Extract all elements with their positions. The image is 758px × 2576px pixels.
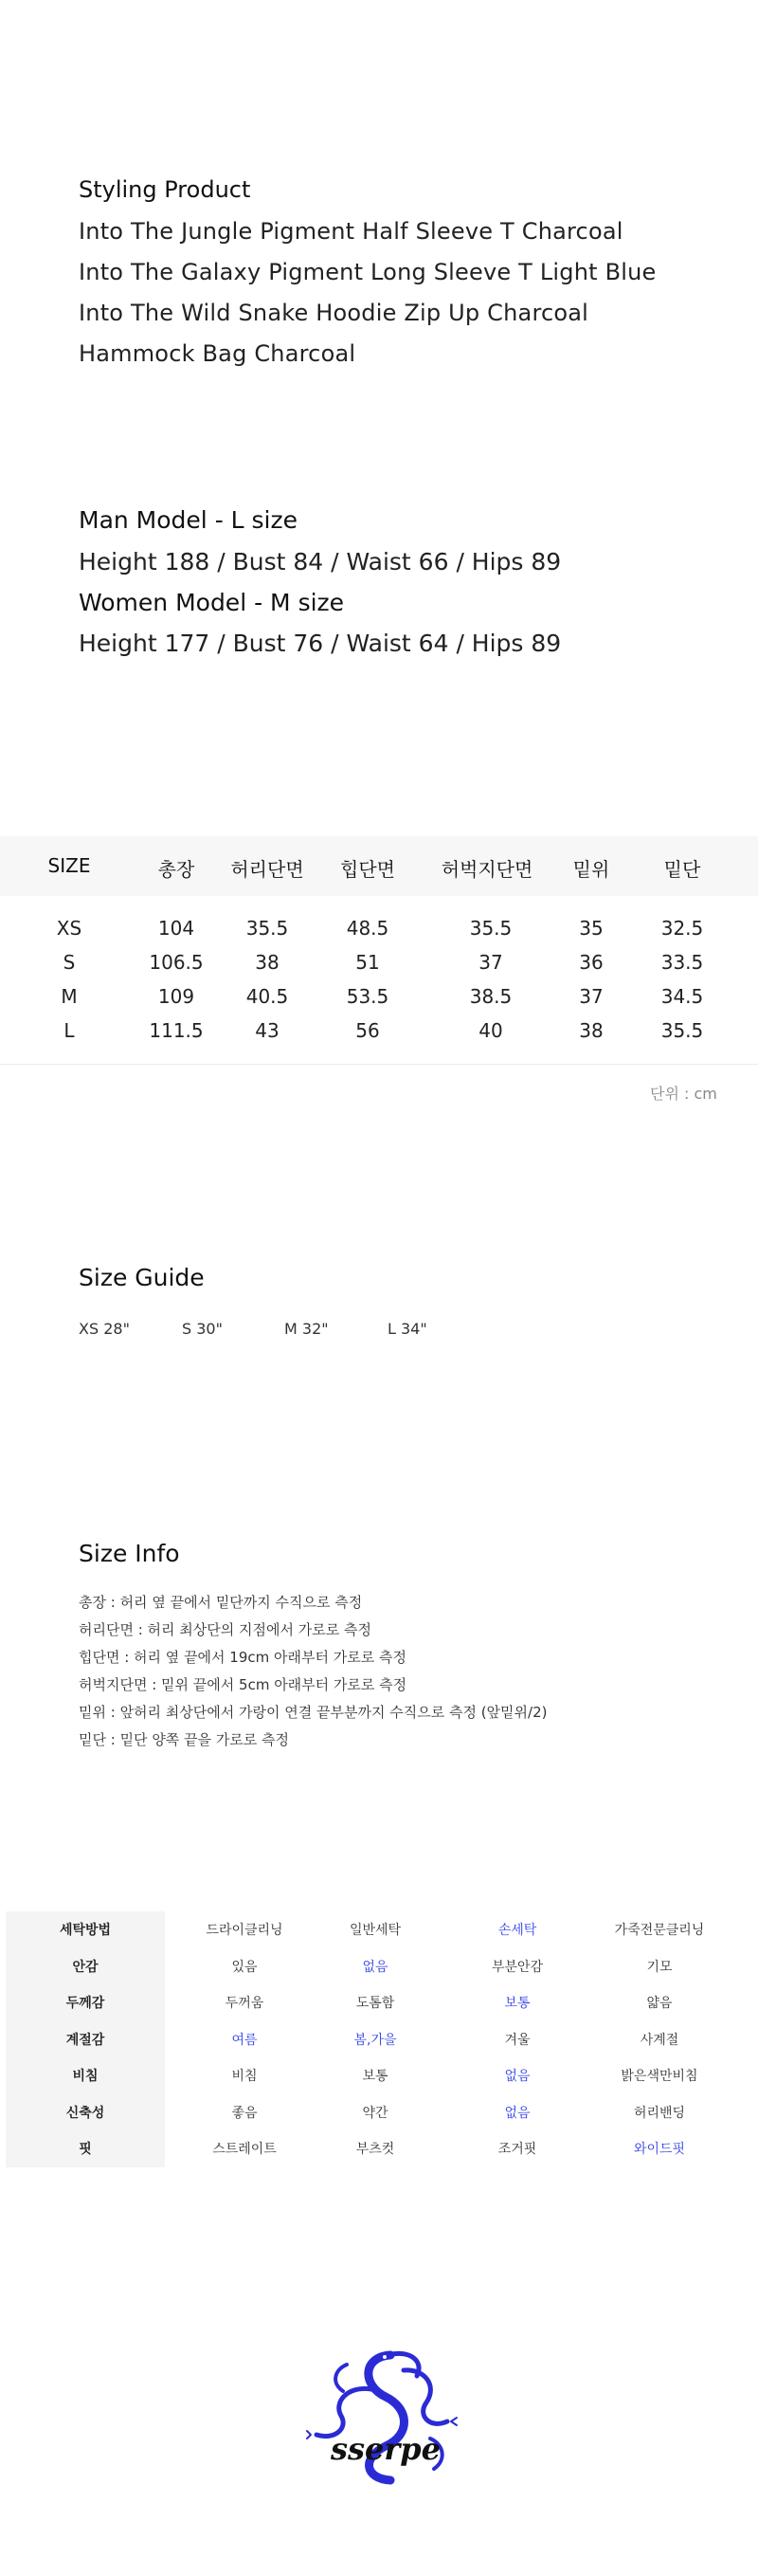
care-option: 좋음 — [231, 2105, 258, 2121]
size-table — [0, 836, 758, 1046]
table-cell: 106.5 — [149, 951, 204, 974]
table-cell: 48.5 — [346, 917, 389, 940]
care-option: 허리밴딩 — [633, 2105, 686, 2121]
size-guide-title: Size Guide — [79, 1264, 205, 1291]
care-row-label: 신축성 — [65, 2105, 105, 2121]
care-row-label: 계절감 — [65, 2032, 105, 2048]
care-option: 부분안감 — [491, 1959, 544, 1975]
care-option-selected: 여름 — [231, 2032, 258, 2048]
care-option: 사계절 — [640, 2032, 679, 2048]
women-model-specs: Height 177 / Bust 76 / Waist 64 / Hips 89 — [79, 630, 562, 657]
care-option-selected: 없음 — [504, 2105, 531, 2121]
brand-wordmark: sserpe — [331, 2431, 441, 2467]
header-waist: 허리단면 — [230, 858, 304, 881]
care-option: 기모 — [646, 1959, 673, 1975]
table-cell: 109 — [157, 985, 195, 1008]
size-info-title: Size Info — [79, 1540, 180, 1567]
header-rise: 밑위 — [572, 858, 610, 881]
table-cell: 36 — [579, 951, 604, 974]
women-model-title: Women Model - M size — [79, 589, 345, 616]
care-option-selected: 없음 — [362, 1959, 388, 1975]
care-option-selected: 없음 — [504, 2069, 531, 2085]
care-row-washing — [6, 1911, 754, 1948]
care-row-lining — [6, 1948, 754, 1985]
table-cell: 56 — [355, 1019, 380, 1042]
care-option: 겨울 — [504, 2032, 531, 2048]
table-cell: L — [63, 1019, 75, 1042]
table-cell: XS — [56, 917, 82, 940]
care-option-selected: 손세탁 — [497, 1923, 537, 1939]
table-cell: 43 — [255, 1019, 280, 1042]
care-row-label: 비침 — [72, 2069, 99, 2085]
table-cell: 32.5 — [660, 917, 704, 940]
table-cell: 104 — [157, 917, 195, 940]
styling-item: Hammock Bag Charcoal — [79, 340, 356, 367]
table-cell: 37 — [478, 951, 503, 974]
care-option-selected: 보통 — [504, 1996, 531, 2012]
care-table — [6, 1911, 754, 2167]
table-cell: 35.5 — [245, 917, 289, 940]
size-guide-item: L 34" — [388, 1320, 427, 1338]
brand-logo — [305, 2348, 466, 2490]
table-row — [0, 977, 758, 1012]
size-guide-item: S 30" — [182, 1320, 223, 1338]
table-cell: 33.5 — [660, 951, 704, 974]
table-cell: 38.5 — [469, 985, 513, 1008]
care-row-label: 세탁방법 — [59, 1923, 112, 1939]
care-row-label: 핏 — [79, 2142, 92, 2158]
header-total-length: 총장 — [157, 858, 195, 881]
header-hip: 힙단면 — [340, 858, 395, 881]
care-option-selected: 와이드핏 — [633, 2142, 686, 2158]
table-cell: 111.5 — [149, 1019, 204, 1042]
care-option: 얇음 — [646, 1996, 673, 2012]
size-info-line: 밑단 : 밑단 양쪽 끝을 가로로 측정 — [79, 1731, 290, 1748]
care-option: 부츠컷 — [355, 2142, 395, 2158]
size-info-line: 허벅지단면 : 밑위 끝에서 5cm 아래부터 가로로 측정 — [79, 1676, 407, 1693]
table-row — [0, 943, 758, 977]
care-row-sheerness — [6, 2057, 754, 2094]
care-option: 조거핏 — [497, 2142, 537, 2158]
care-row-label: 두께감 — [65, 1996, 105, 2012]
table-cell: 34.5 — [660, 985, 704, 1008]
size-guide-item: M 32" — [284, 1320, 329, 1338]
care-option: 비침 — [231, 2069, 258, 2085]
snake-logo-icon — [305, 2348, 466, 2490]
size-info-line: 힙단면 : 허리 옆 끝에서 19cm 아래부터 가로로 측정 — [79, 1649, 406, 1666]
care-option-selected: 봄,가을 — [353, 2032, 397, 2048]
table-cell: 40.5 — [245, 985, 289, 1008]
table-cell: 40 — [478, 1019, 503, 1042]
header-hem: 밑단 — [663, 858, 701, 881]
care-option: 일반세탁 — [349, 1923, 402, 1939]
size-table-header — [0, 836, 758, 896]
size-info-line: 총장 : 허리 옆 끝에서 밑단까지 수직으로 측정 — [79, 1594, 363, 1611]
table-row — [0, 909, 758, 943]
styling-item: Into The Jungle Pigment Half Sleeve T Charcoal — [79, 218, 623, 245]
table-cell: M — [61, 985, 78, 1008]
table-cell: 38 — [579, 1019, 604, 1042]
table-cell: 38 — [255, 951, 280, 974]
care-option: 스트레이트 — [212, 2142, 277, 2158]
care-row-stretch — [6, 2094, 754, 2131]
care-option: 보통 — [362, 2069, 388, 2085]
care-option: 두꺼움 — [225, 1996, 264, 2012]
care-option: 도톰함 — [355, 1996, 395, 2012]
care-option: 드라이클리닝 — [206, 1923, 283, 1939]
table-cell: 35.5 — [469, 917, 513, 940]
table-cell: 35.5 — [660, 1019, 704, 1042]
care-row-season — [6, 2021, 754, 2058]
size-info-line: 밑위 : 앞허리 최상단에서 가랑이 연결 끝부분까지 수직으로 측정 (앞밑위/2) — [79, 1704, 548, 1721]
man-model-specs: Height 188 / Bust 84 / Waist 66 / Hips 89 — [79, 548, 562, 575]
care-option: 약간 — [362, 2105, 388, 2121]
care-row-label: 안감 — [72, 1959, 99, 1975]
unit-label: 단위 : cm — [650, 1085, 717, 1103]
care-row-thickness — [6, 1984, 754, 2021]
care-option: 가죽전문클리닝 — [614, 1923, 705, 1939]
divider — [0, 1064, 758, 1065]
table-cell: 35 — [579, 917, 604, 940]
header-thigh: 허벅지단면 — [441, 858, 533, 881]
care-row-fit — [6, 2130, 754, 2167]
size-guide-item: XS 28" — [79, 1320, 130, 1338]
table-cell: 37 — [579, 985, 604, 1008]
styling-title: Styling Product — [79, 176, 251, 203]
header-size: SIZE — [47, 854, 91, 877]
care-option: 밝은색만비침 — [621, 2069, 698, 2085]
styling-item: Into The Galaxy Pigment Long Sleeve T Light Blue — [79, 259, 657, 285]
styling-item: Into The Wild Snake Hoodie Zip Up Charcoal — [79, 300, 589, 326]
size-info-line: 허리단면 : 허리 최상단의 지점에서 가로로 측정 — [79, 1621, 371, 1638]
table-row — [0, 1012, 758, 1046]
table-cell: 53.5 — [346, 985, 389, 1008]
table-cell: 51 — [355, 951, 380, 974]
table-cell: S — [63, 951, 76, 974]
man-model-title: Man Model - L size — [79, 506, 298, 534]
care-option: 있음 — [231, 1959, 258, 1975]
